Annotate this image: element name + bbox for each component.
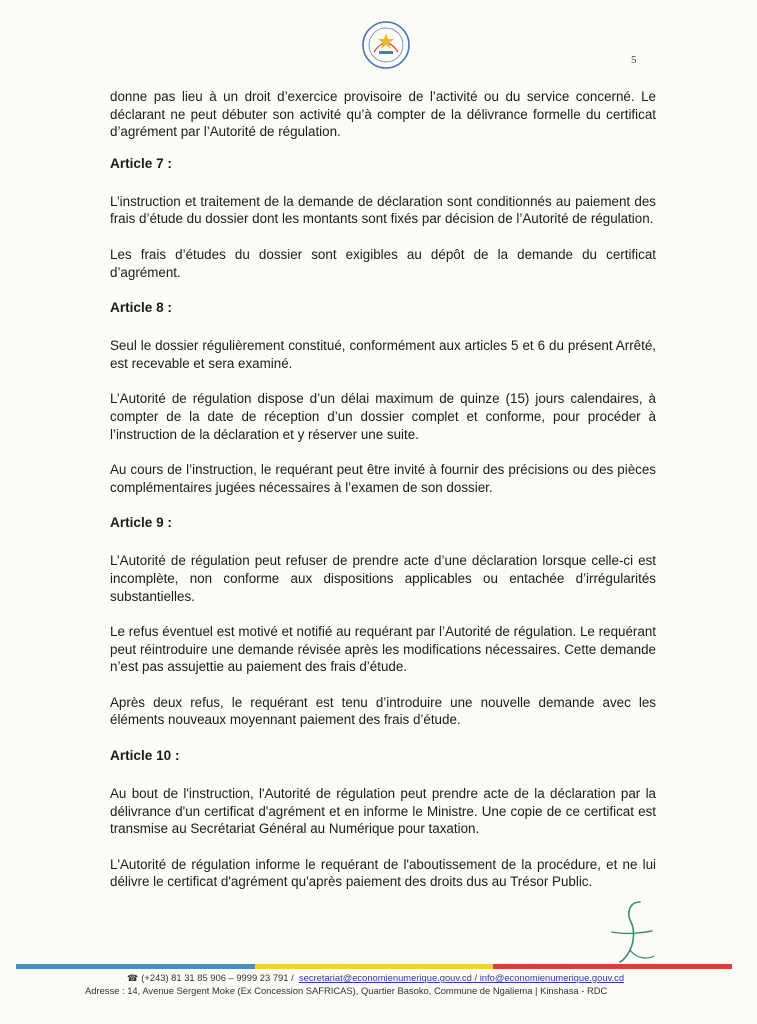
article-8-paragraph-2: L’Autorité de régulation dispose d’un délai maximum de quinze (15) jours calendaires, à compter de la date de réception d’un dossier complet et conforme, pour procéder à l’instruction de la déclaration et y réserver une suite. [110, 391, 656, 442]
footer-address: Adresse : 14, Avenue Sergent Moke (Ex Concession SAFRICAS), Quartier Basoko, Commune de Ngaliema | Kinshasa - RDC [85, 985, 608, 996]
footer-emails[interactable]: secretariat@economienumerique.gouv.cd / info@economienumerique.gouv.cd [298, 972, 625, 983]
article-7-heading: Article 7 : [110, 155, 172, 171]
band-blue [16, 964, 255, 969]
article-9-heading: Article 9 : [110, 515, 172, 531]
page-number: 5 [631, 54, 637, 66]
article-10-paragraph-1: Au bout de l'instruction, l'Autorité de régulation peut prendre acte de la déclaration par la délivrance d'un certificat d'agrément et en informe le Ministre. Une copie de ce certificat est transmise au Secrétariat Général au Numérique pour taxation. [110, 786, 656, 837]
article-7-paragraph-2: Les frais d’études du dossier sont exigibles au dépôt de la demande du certificat d’agrément. [110, 246, 656, 280]
article-10-heading: Article 10 : [110, 748, 180, 764]
article-7-paragraph-1: L’instruction et traitement de la demande de déclaration sont conditionnés au paiement des frais d’étude du dossier dont les montants sont fixés par décision de l’Autorité de régulation. [110, 193, 656, 227]
article-10-paragraph-2: L'Autorité de régulation informe le requérant de l'aboutissement de la procédure, et ne lui délivre le certificat d'agrément qu'après paiement des droits dus au Trésor Public. [110, 856, 656, 890]
article-8-paragraph-3: Au cours de l’instruction, le requérant peut être invité à fournir des précisions ou des pièces complémentaires jugées nécessaires à l’examen de son dossier. [110, 462, 656, 495]
article-9-paragraph-3: Après deux refus, le requérant est tenu d’introduire une nouvelle demande avec les éléments nouveaux moyennant paiement des frais d’étude. [110, 694, 656, 728]
paragraph-continuation: donne pas lieu à un droit d’exercice provisoire de l’activité ou du service concerné. Le déclarant ne peut débuter son activité qu’à compter de la délivrance formelle du certificat d’agrément par l’Autorité de régulation. [110, 89, 656, 140]
article-9-paragraph-1: L’Autorité de régulation peut refuser de prendre acte d’une déclaration lorsque celle-ci est incomplète, non conforme aux dispositions applicables ou entachée d’irrégularités substantielles. [110, 553, 656, 604]
article-8-heading: Article 8 : [110, 300, 172, 316]
footer-color-band [16, 964, 732, 969]
article-9-paragraph-2: Le refus éventuel est motivé et notifié au requérant par l’Autorité de régulation. Le requérant peut réintroduire une demande révisée après les modifications nécessaires. Cette demande n’est pas assujettie au paiement des frais d’étude. [110, 624, 656, 675]
band-red [493, 964, 732, 969]
article-8-paragraph-1: Seul le dossier régulièrement constitué, conformément aux articles 5 et 6 du présent Arrêté, est recevable et sera examiné. [110, 338, 656, 371]
footer-contact-line [127, 972, 624, 984]
telephone-icon: ☎ [127, 973, 139, 983]
footer-phones: (+243) 81 31 85 906 – 9999 23 791 / [141, 972, 294, 983]
band-yellow [255, 964, 494, 969]
signature [604, 898, 660, 970]
official-seal [361, 20, 411, 70]
document-body [110, 88, 656, 909]
